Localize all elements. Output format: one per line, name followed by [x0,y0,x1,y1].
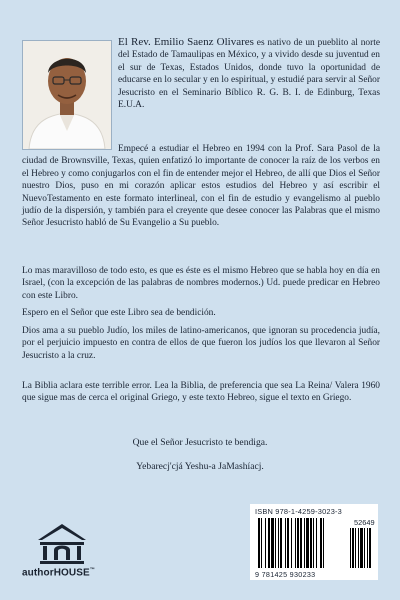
author-portrait-image [23,41,111,149]
paragraph-bible-recommendation: La Biblia aclara este terrible error. Lea la Biblia, de preferencia que sea La Reina/ Valera 1960 que sigue mas de cerca el original Griego, y este texto Hebreo, sigue el texto en Griego. [22,381,380,404]
ean-digits: 9 781425 930233 [255,570,316,579]
author-photo [22,40,112,150]
paragraph-blessing-hope: Espero en el Señor que este Libro sea de bendición. [22,308,216,318]
author-intro-text: es nativo de un pueblito al norte del Estado de Tamaulipas en México, y a vivido desde su juventud en el sur de Texas, Estados Unidos, donde tuvo la oportunidad de educarse en lo secular y en lo espiritual, y estudié para servir al Señor Jesucristo en el Seminario Bíblico R. G. B. I. de Edinburg, Texas E.U.A. [118,38,380,111]
isbn-label: ISBN 978-1-4259-3023-3 [255,507,342,516]
paragraph-modern-hebrew: Lo mas maravilloso de todo esto, es que es éste es el mismo Hebreo que se habla hoy en día en Israel, (con la excepción de las palabras de nombres modernos.) Ud. puede predicar en Hebreo con este Libro. [22,266,380,301]
paragraph-jewish-people: Dios ama a su pueblo Judío, los miles de latino-americanos, que ignoran su procedencia judía, por el perjuicio impuesto en contra de ellos de que fueron los judíos los que llevaron al Señor Jesucristo a la cruz. [22,326,380,361]
trademark-symbol: ™ [89,567,95,573]
paragraph-hebrew-study: Empecé a estudiar el Hebreo en 1994 con la Prof. Sara Pasol de la ciudad de Brownsville, Texas, quien enfatizó lo importante de conocer la raíz de los verbos en el Hebreo y como conjugarlos con el fin de entender mejor el Hebreo, de allí que Dios el Señor nuestro Dios, puso en mi corazón aplicar estos estudios del Hebreo y así escribir el NuevoTestamento en este formato interlineal, con el fin de estudio y evangelismo al pueblo judío de la dispersión, y también para el creyente que desee conocer las Palabras que el mismo Señor Jesucristo habló de Su Evangelio a Su pueblo. [22,144,380,229]
publisher-name-text: authorHOUSE [22,567,90,579]
author-intro [118,36,380,111]
author-name: El Rev. Emilio Saenz Olivares [118,36,254,48]
publisher-name [22,567,95,578]
barcode-bars [250,504,378,580]
closing-hebrew-blessing: Yebarecj'cjá Yeshu-a JaMashíacj. [136,461,264,472]
isbn-barcode [250,504,378,580]
closing-blessing: Que el Señor Jesucristo te bendiga. [132,437,268,448]
price-code: 52649 [354,518,375,527]
